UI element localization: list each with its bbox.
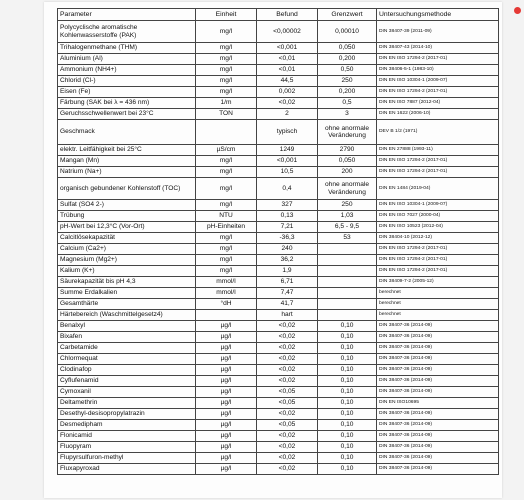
cell-parameter: Mangan (Mn) xyxy=(58,156,196,167)
cell-methode: DIN 38407-36 (2014-09) xyxy=(377,332,499,343)
cell-grenzwert xyxy=(318,255,377,266)
cell-grenzwert: ohne anormale Veränderung xyxy=(318,120,377,145)
cell-methode: DIN EN 1484 (2019-04) xyxy=(377,178,499,200)
cell-grenzwert: 0,10 xyxy=(318,332,377,343)
cell-befund: 44,5 xyxy=(257,76,318,87)
table-row xyxy=(58,431,499,442)
cell-befund: <0,02 xyxy=(257,332,318,343)
table-row xyxy=(58,453,499,464)
cell-einheit: mg/l xyxy=(196,87,257,98)
cell-grenzwert: 0,050 xyxy=(318,43,377,54)
cell-befund: <0,02 xyxy=(257,442,318,453)
table-row xyxy=(58,365,499,376)
cell-grenzwert: 250 xyxy=(318,200,377,211)
cell-befund: 1249 xyxy=(257,145,318,156)
cell-parameter: Calcium (Ca2+) xyxy=(58,244,196,255)
cell-parameter: Geruchsschwellenwert bei 23°C xyxy=(58,109,196,120)
cell-einheit: pH-Einheiten xyxy=(196,222,257,233)
cell-befund: 7,47 xyxy=(257,288,318,299)
cell-einheit: TON xyxy=(196,109,257,120)
cell-methode: DIN 38409-7-2 (2005-12) xyxy=(377,277,499,288)
table-row xyxy=(58,43,499,54)
cell-befund: 240 xyxy=(257,244,318,255)
cell-einheit: µg/l xyxy=(196,431,257,442)
cell-grenzwert: 0,10 xyxy=(318,442,377,453)
cell-parameter: Sulfat (SO4 2-) xyxy=(58,200,196,211)
table-row xyxy=(58,98,499,109)
cell-parameter: Cymoxanil xyxy=(58,387,196,398)
cell-methode: DIN 38407-36 (2014-09) xyxy=(377,409,499,420)
cell-einheit: µg/l xyxy=(196,442,257,453)
cell-grenzwert: 0,200 xyxy=(318,54,377,65)
cell-methode: berechnet xyxy=(377,288,499,299)
cell-methode: berechnet xyxy=(377,310,499,321)
cell-grenzwert xyxy=(318,288,377,299)
cell-einheit: µg/l xyxy=(196,464,257,475)
document-page xyxy=(44,2,502,498)
cell-parameter: Trübung xyxy=(58,211,196,222)
cell-methode: DIN 38407-36 (2014-09) xyxy=(377,376,499,387)
cell-einheit: mg/l xyxy=(196,178,257,200)
cell-parameter: Clodinafop xyxy=(58,365,196,376)
cell-einheit: mg/l xyxy=(196,244,257,255)
cell-befund: hart xyxy=(257,310,318,321)
cell-grenzwert: 0,10 xyxy=(318,409,377,420)
cell-grenzwert: 0,5 xyxy=(318,98,377,109)
cell-befund: typisch xyxy=(257,120,318,145)
cell-methode: DIN 38407-39 (2011-09) xyxy=(377,21,499,43)
cell-grenzwert: 0,10 xyxy=(318,321,377,332)
cell-grenzwert: 53 xyxy=(318,233,377,244)
cell-befund: <0,02 xyxy=(257,343,318,354)
table-row xyxy=(58,156,499,167)
cell-methode: DIN 38407-36 (2014-09) xyxy=(377,343,499,354)
header-parameter: Parameter xyxy=(58,9,196,21)
cell-methode: DIN EN ISO 10304-1 (2009-07) xyxy=(377,200,499,211)
table-row xyxy=(58,387,499,398)
table-row xyxy=(58,120,499,145)
table-row xyxy=(58,310,499,321)
cell-einheit: mg/l xyxy=(196,43,257,54)
cell-methode: DIN EN ISO 17294-2 (2017-01) xyxy=(377,156,499,167)
cell-grenzwert: 0,10 xyxy=(318,464,377,475)
table-row xyxy=(58,299,499,310)
cell-parameter: Natrium (Na+) xyxy=(58,167,196,178)
table-row xyxy=(58,409,499,420)
cell-grenzwert xyxy=(318,277,377,288)
cell-einheit: mg/l xyxy=(196,255,257,266)
cell-einheit: µg/l xyxy=(196,332,257,343)
cell-parameter: Carbetamide xyxy=(58,343,196,354)
cell-methode: DIN EN ISO 10523 (2012-04) xyxy=(377,222,499,233)
header-row xyxy=(58,9,499,21)
table-row xyxy=(58,222,499,233)
cell-methode: DIN 38407-36 (2014-09) xyxy=(377,464,499,475)
table-row xyxy=(58,233,499,244)
cell-befund: 1,9 xyxy=(257,266,318,277)
cell-parameter: Flonicamid xyxy=(58,431,196,442)
cell-einheit xyxy=(196,120,257,145)
cell-methode: DIN 38407-36 (2014-09) xyxy=(377,420,499,431)
cell-parameter: Magnesium (Mg2+) xyxy=(58,255,196,266)
cell-befund: 0,002 xyxy=(257,87,318,98)
cell-methode: DIN 38407-36 (2014-09) xyxy=(377,431,499,442)
cell-parameter: Färbung (SAK bei λ = 436 nm) xyxy=(58,98,196,109)
cell-methode: DIN EN ISO 7887 (2012-04) xyxy=(377,98,499,109)
cell-methode: DIN EN ISO 17294-2 (2017-01) xyxy=(377,244,499,255)
table-row xyxy=(58,65,499,76)
cell-einheit: µg/l xyxy=(196,420,257,431)
cell-parameter: Bixafen xyxy=(58,332,196,343)
table-row xyxy=(58,54,499,65)
cell-grenzwert: 1,03 xyxy=(318,211,377,222)
cell-grenzwert: 0,10 xyxy=(318,376,377,387)
cell-grenzwert xyxy=(318,266,377,277)
cell-methode: berechnet xyxy=(377,299,499,310)
cell-methode: DIN 38404-10 (2012-12) xyxy=(377,233,499,244)
cell-befund: <0,05 xyxy=(257,420,318,431)
table-row xyxy=(58,277,499,288)
cell-grenzwert: 0,50 xyxy=(318,65,377,76)
table-body xyxy=(58,21,499,475)
cell-befund: 327 xyxy=(257,200,318,211)
cell-einheit: µg/l xyxy=(196,365,257,376)
table-row xyxy=(58,244,499,255)
cell-parameter: elektr. Leitfähigkeit bei 25°C xyxy=(58,145,196,156)
cell-methode: DIN EN ISO 7027 (2000-04) xyxy=(377,211,499,222)
cell-grenzwert: 0,050 xyxy=(318,156,377,167)
cell-parameter: Kalium (K+) xyxy=(58,266,196,277)
cell-grenzwert: 200 xyxy=(318,167,377,178)
cell-grenzwert: 0,10 xyxy=(318,431,377,442)
cell-einheit: mg/l xyxy=(196,76,257,87)
cell-parameter: Flupyrsulfuron-methyl xyxy=(58,453,196,464)
cell-methode: DIN 38407-36 (2014-09) xyxy=(377,321,499,332)
cell-befund: 36,2 xyxy=(257,255,318,266)
table-row xyxy=(58,354,499,365)
cell-befund: <0,02 xyxy=(257,376,318,387)
table-row xyxy=(58,178,499,200)
cell-einheit: µS/cm xyxy=(196,145,257,156)
cell-methode: DIN EN 1622 (2006-10) xyxy=(377,109,499,120)
cell-grenzwert: 3 xyxy=(318,109,377,120)
cell-methode: DIN 38407-36 (2014-09) xyxy=(377,387,499,398)
cell-befund: <0,01 xyxy=(257,54,318,65)
cell-befund: <0,001 xyxy=(257,43,318,54)
cell-parameter: Säurekapazität bis pH 4,3 xyxy=(58,277,196,288)
cell-methode: DIN 38407-36 (2014-09) xyxy=(377,442,499,453)
cell-befund: <0,05 xyxy=(257,387,318,398)
cell-einheit xyxy=(196,310,257,321)
cell-parameter: Aluminium (Al) xyxy=(58,54,196,65)
cell-methode: DIN EN ISO 17294-2 (2017-01) xyxy=(377,255,499,266)
cell-befund: 7,21 xyxy=(257,222,318,233)
cell-einheit: mg/l xyxy=(196,200,257,211)
cell-parameter: Deltamethrin xyxy=(58,398,196,409)
cell-parameter: Chlormequat xyxy=(58,354,196,365)
cell-grenzwert: 0,200 xyxy=(318,87,377,98)
cell-parameter: Benalxyl xyxy=(58,321,196,332)
cell-methode: DIN 38407-36 (2014-09) xyxy=(377,354,499,365)
cell-parameter: Desethyl-desisopropylatrazin xyxy=(58,409,196,420)
cell-parameter: Polycyclische aromatische Kohlenwasserstoffe (PAK) xyxy=(58,21,196,43)
cell-einheit: mg/l xyxy=(196,233,257,244)
table-row xyxy=(58,464,499,475)
cell-einheit: mg/l xyxy=(196,21,257,43)
cell-einheit: mg/l xyxy=(196,266,257,277)
header-methode: Untersuchungsmethode xyxy=(377,9,499,21)
cell-befund: <0,02 xyxy=(257,98,318,109)
cell-befund: -36,3 xyxy=(257,233,318,244)
cell-parameter: Summe Erdalkalien xyxy=(58,288,196,299)
cell-befund: 6,71 xyxy=(257,277,318,288)
cell-grenzwert: 0,10 xyxy=(318,365,377,376)
results-table xyxy=(57,8,499,475)
cell-methode: DIN EN ISO 17294-2 (2017-01) xyxy=(377,87,499,98)
cell-grenzwert: 0,00010 xyxy=(318,21,377,43)
cell-befund: <0,02 xyxy=(257,321,318,332)
table-row xyxy=(58,343,499,354)
table-row xyxy=(58,420,499,431)
cell-einheit: 1/m xyxy=(196,98,257,109)
cell-parameter: Fluopyram xyxy=(58,442,196,453)
cell-methode: DEV B 1/2 (1971) xyxy=(377,120,499,145)
table-row xyxy=(58,167,499,178)
table-row xyxy=(58,76,499,87)
table-row xyxy=(58,87,499,98)
cell-grenzwert: 0,10 xyxy=(318,398,377,409)
cell-methode: DIN 38406-5-1 (1983-10) xyxy=(377,65,499,76)
table-row xyxy=(58,200,499,211)
table-row xyxy=(58,376,499,387)
cell-methode: DIN EN ISO 17294-2 (2017-01) xyxy=(377,54,499,65)
cell-parameter: Desmedipham xyxy=(58,420,196,431)
table-row xyxy=(58,398,499,409)
table-row xyxy=(58,332,499,343)
cell-einheit: µg/l xyxy=(196,376,257,387)
cell-befund: 41,7 xyxy=(257,299,318,310)
table-row xyxy=(58,109,499,120)
cell-methode: DIN EN ISO10695 xyxy=(377,398,499,409)
cell-einheit: °dH xyxy=(196,299,257,310)
cell-befund: <0,02 xyxy=(257,409,318,420)
cell-befund: <0,02 xyxy=(257,453,318,464)
cell-befund: <0,001 xyxy=(257,156,318,167)
cell-grenzwert: 0,10 xyxy=(318,453,377,464)
cell-methode: DIN EN 27888 (1993-11) xyxy=(377,145,499,156)
table-row xyxy=(58,145,499,156)
cell-parameter: Trihalogenmethane (THM) xyxy=(58,43,196,54)
cell-grenzwert xyxy=(318,310,377,321)
cell-grenzwert: 250 xyxy=(318,76,377,87)
cell-parameter: Calcitlösekapazität xyxy=(58,233,196,244)
cell-befund: <0,02 xyxy=(257,354,318,365)
cell-grenzwert: ohne anormale Veränderung xyxy=(318,178,377,200)
table-row xyxy=(58,21,499,43)
cell-einheit: µg/l xyxy=(196,409,257,420)
cell-grenzwert: 0,10 xyxy=(318,354,377,365)
table-row xyxy=(58,288,499,299)
cell-befund: 10,5 xyxy=(257,167,318,178)
cell-einheit: mmol/l xyxy=(196,277,257,288)
cell-grenzwert: 2790 xyxy=(318,145,377,156)
cell-grenzwert: 0,10 xyxy=(318,343,377,354)
cell-grenzwert: 6,5 - 9,5 xyxy=(318,222,377,233)
cell-befund: 0,4 xyxy=(257,178,318,200)
cell-methode: DIN EN ISO 17294-2 (2017-01) xyxy=(377,266,499,277)
cell-befund: <0,05 xyxy=(257,398,318,409)
table-row xyxy=(58,255,499,266)
cell-parameter: Eisen (Fe) xyxy=(58,87,196,98)
cell-einheit: mg/l xyxy=(196,167,257,178)
table-row xyxy=(58,266,499,277)
cell-einheit: µg/l xyxy=(196,354,257,365)
cell-methode: DIN 38407-36 (2014-09) xyxy=(377,365,499,376)
cell-befund: <0,02 xyxy=(257,365,318,376)
cell-parameter: Fluxapyroxad xyxy=(58,464,196,475)
cell-einheit: mg/l xyxy=(196,54,257,65)
cell-grenzwert: 0,10 xyxy=(318,387,377,398)
cell-einheit: mg/l xyxy=(196,65,257,76)
cell-einheit: µg/l xyxy=(196,343,257,354)
cell-grenzwert xyxy=(318,299,377,310)
red-dot-icon xyxy=(514,7,521,14)
table-row xyxy=(58,321,499,332)
cell-parameter: Cyflufenamid xyxy=(58,376,196,387)
cell-einheit: mg/l xyxy=(196,156,257,167)
cell-befund: 0,13 xyxy=(257,211,318,222)
cell-parameter: pH-Wert bei 12,3°C (Vor-Ort) xyxy=(58,222,196,233)
table-row xyxy=(58,211,499,222)
header-befund: Befund xyxy=(257,9,318,21)
cell-einheit: µg/l xyxy=(196,321,257,332)
table-row xyxy=(58,442,499,453)
cell-methode: DIN EN ISO 17294-2 (2017-01) xyxy=(377,167,499,178)
cell-einheit: mmol/l xyxy=(196,288,257,299)
cell-befund: <0,01 xyxy=(257,65,318,76)
cell-befund: <0,02 xyxy=(257,464,318,475)
cell-parameter: Gesamthärte xyxy=(58,299,196,310)
header-grenzwert: Grenzwert xyxy=(318,9,377,21)
cell-einheit: NTU xyxy=(196,211,257,222)
cell-parameter: Geschmack xyxy=(58,120,196,145)
cell-einheit: µg/l xyxy=(196,387,257,398)
cell-methode: DIN 38407-36 (2014-09) xyxy=(377,453,499,464)
cell-einheit: µg/l xyxy=(196,453,257,464)
cell-befund: <0,00002 xyxy=(257,21,318,43)
cell-parameter: Chlorid (Cl-) xyxy=(58,76,196,87)
cell-grenzwert: 0,10 xyxy=(318,420,377,431)
cell-methode: DIN 38407-43 (2014-10) xyxy=(377,43,499,54)
cell-methode: DIN EN ISO 10304-1 (2009-07) xyxy=(377,76,499,87)
cell-parameter: organisch gebundener Kohlenstoff (TOC) xyxy=(58,178,196,200)
cell-befund: 2 xyxy=(257,109,318,120)
cell-parameter: Härtebereich (Waschmittelgesetz4) xyxy=(58,310,196,321)
cell-parameter: Ammonium (NH4+) xyxy=(58,65,196,76)
cell-befund: <0,02 xyxy=(257,431,318,442)
cell-einheit: µg/l xyxy=(196,398,257,409)
header-einheit: Einheit xyxy=(196,9,257,21)
cell-grenzwert xyxy=(318,244,377,255)
